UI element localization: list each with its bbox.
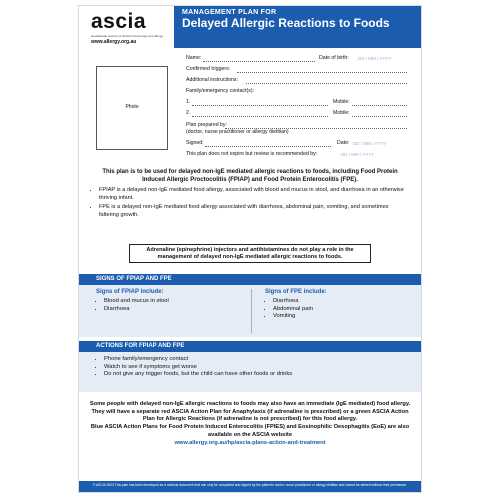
contact-2-label: 2.: [186, 110, 191, 116]
actions-heading: ACTIONS FOR FPIAP AND FPE: [96, 343, 185, 349]
prepared-by-note: (doctor, nurse practitioner or allergy dietitian): [186, 129, 289, 135]
actions-list: [96, 356, 292, 379]
ascia-logo: [79, 6, 174, 48]
date-field[interactable]: DD / MM / YYYY: [353, 140, 387, 146]
page-title: Delayed Allergic Reactions to Foods: [182, 16, 390, 30]
additional-instructions-field[interactable]: [246, 83, 407, 84]
actions-panel: [79, 352, 421, 392]
signed-field[interactable]: [205, 146, 331, 147]
action-plan-document: [78, 5, 422, 493]
list-item: • Watch to see if symptoms get worse: [104, 364, 292, 372]
actions-heading-bar: [79, 341, 421, 352]
signs-heading: SIGNS OF FPIAP AND FPE: [96, 276, 172, 282]
mobile-1-label: Mobile:: [333, 99, 350, 105]
signs-panel: [79, 285, 421, 337]
signs-heading-bar: [79, 274, 421, 285]
mobile-1-field[interactable]: [352, 105, 407, 106]
list-item: • Blood and mucus in stool: [104, 298, 169, 306]
contacts-label: Family/emergency contact(s):: [186, 88, 255, 94]
dob-field[interactable]: DD / MM / YYYY: [358, 55, 392, 61]
intro-section: [91, 168, 409, 221]
signed-label: Signed:: [186, 140, 204, 146]
confirmed-triggers-field[interactable]: [237, 72, 407, 73]
mobile-2-label: Mobile:: [333, 110, 350, 116]
list-item: • Diarrhoea: [104, 306, 169, 314]
intro-bullets: [91, 187, 409, 219]
fpe-signs-list: [265, 298, 313, 321]
contact-1-field[interactable]: [192, 105, 328, 106]
date-label: Date:: [337, 140, 350, 146]
photo-box[interactable]: [96, 66, 168, 150]
list-item: • Diarrhoea: [273, 298, 313, 306]
dob-label: Date of birth:: [319, 55, 349, 61]
logo-tagline: australasian society of clinical immunology and allergy: [91, 34, 164, 38]
mobile-2-field[interactable]: [352, 116, 407, 117]
confirmed-triggers-label: Confirmed triggers:: [186, 66, 231, 72]
list-item: • Vomiting: [273, 313, 313, 321]
photo-label: Photo: [125, 104, 139, 110]
contact-1-label: 1.: [186, 99, 191, 105]
list-item: • Abdominal pain: [273, 306, 313, 314]
additional-instructions-label: Additional instructions:: [186, 77, 238, 83]
review-label: This plan does not expire but review is recommended by:: [186, 151, 318, 157]
fpiap-definition: • FPIAP is a delayed non-IgE mediated food allergy, associated with blood and mucus in stool, and diarrhoea in an otherwise thriving infant.: [99, 187, 409, 202]
contact-2-field[interactable]: [192, 116, 328, 117]
name-label: Name:: [186, 55, 202, 61]
copyright-footer: © ASCIA 2023 This plan has been developed as a medical document that can only be completed and signed by the patient's doctor, nurse practitioner or allergy dietitian and cannot be altered without their permission.: [79, 481, 421, 493]
plan-header: [79, 6, 421, 48]
name-field[interactable]: [203, 61, 315, 62]
ascia-plans-link[interactable]: www.allergy.org.au/hp/ascia-plans-action-and-treatment: [174, 439, 326, 446]
list-item: • Do not give any trigger foods, but the child can have other foods or drinks: [104, 371, 292, 379]
fpiap-signs-list: [96, 298, 169, 313]
list-item: • Phone family/emergency contact: [104, 356, 292, 364]
closing-paragraph-1: Some people with delayed non-IgE allergic reactions to foods may also have an immediate (IgE mediated) food allergy. They will have a separate red ASCIA Action Plan for Anaphylaxis (if adrenaline is prescribed) or a green ASCIA Action Plan for Allergic Reactions (if adrenaline is not prescribed) for this food allergy.: [89, 401, 411, 423]
closing-paragraph-2: Blue ASCIA Action Plans for Food Protein Induced Enterocolitis (FPIES) and Eosinophilic Oesophagitis (EoE) are also available on the ASCIA website: [90, 424, 410, 438]
logo-url: www.allergy.org.au: [91, 39, 137, 45]
logo-wordmark: ascia: [91, 10, 147, 33]
prepared-by-label: Plan prepared by:: [186, 122, 227, 128]
title-kicker: MANAGEMENT PLAN FOR: [182, 9, 277, 16]
intro-statement: This plan is to be used for delayed non-IgE mediated allergic reactions to foods, including Food Protein Induced Allergic Proctocolitis (FPIAP) and Food Protein Enterocolitis (FPE).: [102, 169, 398, 183]
column-divider: [251, 289, 252, 333]
fpiap-signs-title: Signs of FPIAP include:: [96, 289, 164, 295]
closing-notes: [89, 401, 411, 447]
fpe-signs-title: Signs of FPE include:: [265, 289, 327, 295]
adrenaline-warning: Adrenaline (epinephrine) injectors and antihistamines do not play a role in the management of delayed non-IgE mediated allergic reactions to foods.: [129, 244, 371, 263]
fpe-definition: • FPE is a delayed non-IgE mediated food allergy associated with diarrhoea, abdominal pain, vomiting, and sometimes faltering growth.: [99, 204, 409, 219]
review-date-field[interactable]: DD / MM / YYYY: [341, 151, 375, 157]
title-banner: [174, 6, 421, 48]
